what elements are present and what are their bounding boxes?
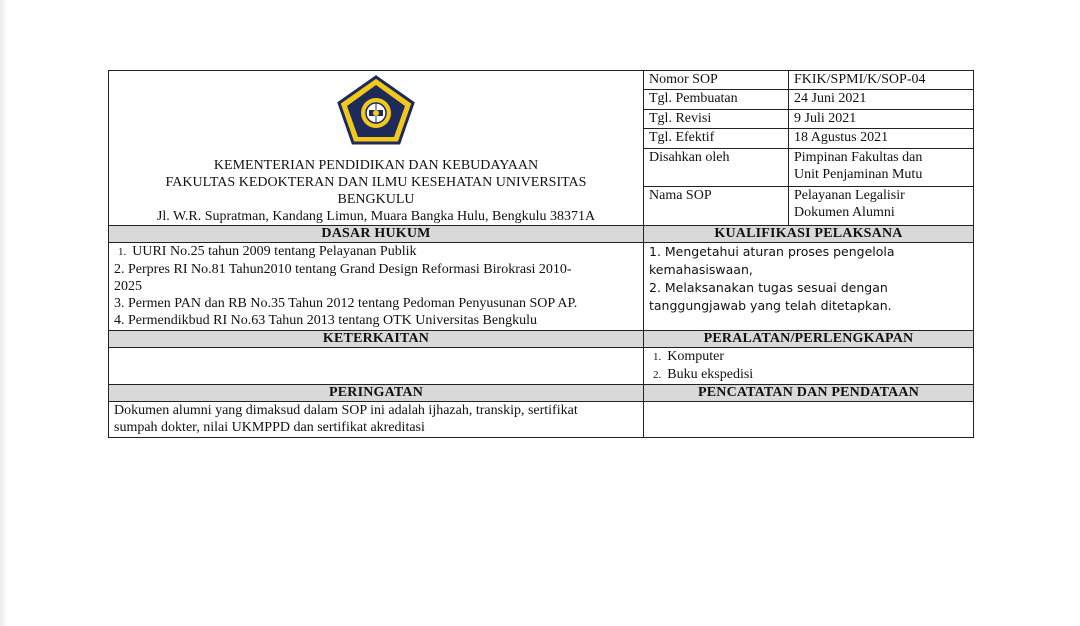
dasar-hukum-item-1: 1. UURI No.25 tahun 2009 tentang Pelayanan Publik [118, 244, 417, 259]
institution-line-city: BENGKULU [337, 192, 415, 207]
peringatan-line-1: Dokumen alumni yang dimaksud dalam SOP ini adalah ijhazah, transkip, sertifikat [114, 403, 578, 418]
meta-value-nama-sop-line-1: Pelayanan Legalisir [794, 188, 905, 204]
section-title-peringatan: PERINGATAN [109, 385, 644, 402]
kualifikasi-line-3: 2. Melaksanakan tugas sesuai dengan [649, 280, 888, 295]
institution-header [109, 71, 644, 226]
kualifikasi-line-2: kemahasiswaan, [649, 262, 753, 277]
dasar-hukum-item-3: 3. Permen PAN dan RB No.35 Tahun 2012 tentang Pedoman Penyusunan SOP AP. [114, 296, 578, 311]
logo-container [114, 71, 638, 145]
kualifikasi-line-1: 1. Mengetahui aturan proses pengelola [649, 244, 895, 259]
institution-line-ministry: KEMENTERIAN PENDIDIKAN DAN KEBUDAYAAN [213, 158, 539, 173]
meta-label-disahkan: Disahkan oleh [644, 148, 789, 187]
section-title-peralatan: PERALATAN/PERLENGKAPAN [644, 331, 974, 348]
institution-address: Jl. W.R. Supratman, Kandang Limun, Muara Bangka Hulu, Bengkulu 38371A [156, 209, 596, 224]
section-title-keterkaitan: KETERKAITAN [109, 331, 644, 348]
meta-label-revisi: Tgl. Revisi [644, 109, 789, 128]
dasar-hukum-item-4: 4. Permendikbud RI No.63 Tahun 2013 tentang OTK Universitas Bengkulu [114, 313, 537, 328]
peralatan-item-1: 1. Komputer [653, 349, 725, 364]
meta-value-pembuatan: 24 Juni 2021 [789, 90, 974, 109]
keterkaitan-content [109, 348, 644, 385]
meta-label-nomor: Nomor SOP [644, 71, 789, 90]
university-emblem-icon [337, 75, 415, 145]
peralatan-item-2: 2. Buku ekspedisi [653, 367, 754, 382]
meta-label-efektif: Tgl. Efektif [644, 129, 789, 148]
page-edge-shadow [0, 0, 8, 626]
dasar-hukum-item-2-cont: 2025 [114, 279, 142, 294]
meta-value-revisi: 9 Juli 2021 [789, 109, 974, 128]
section-title-dasar-hukum: DASAR HUKUM [109, 226, 644, 243]
meta-value-efektif: 18 Agustus 2021 [789, 129, 974, 148]
meta-value-disahkan-line-2: Unit Penjaminan Mutu [794, 166, 923, 182]
peringatan-line-2: sumpah dokter, nilai UKMPPD dan sertifikat akreditasi [114, 420, 425, 435]
section-title-pencatatan: PENCATATAN DAN PENDATAAN [644, 385, 974, 402]
dasar-hukum-item-2: 2. Perpres RI No.81 Tahun2010 tentang Grand Design Reformasi Birokrasi 2010- [114, 262, 572, 277]
meta-label-pembuatan: Tgl. Pembuatan [644, 90, 789, 109]
meta-value-disahkan-line-1: Pimpinan Fakultas dan [794, 149, 923, 165]
meta-value-nama-sop-line-2: Dokumen Alumni [794, 205, 895, 221]
meta-label-nama-sop: Nama SOP [644, 187, 789, 226]
peralatan-content [644, 348, 974, 385]
institution-line-faculty: FAKULTAS KEDOKTERAN DAN ILMU KESEHATAN UNIVERSITAS [165, 175, 587, 190]
meta-value-nomor: FKIK/SPMI/K/SOP-04 [789, 71, 974, 90]
peringatan-content [109, 402, 644, 438]
pencatatan-content [644, 402, 974, 438]
section-title-kualifikasi: KUALIFIKASI PELAKSANA [644, 226, 974, 243]
meta-value-nama-sop [789, 187, 974, 226]
kualifikasi-content [644, 243, 974, 331]
meta-value-disahkan [789, 148, 974, 187]
sop-table [108, 70, 974, 438]
kualifikasi-line-4: tanggungjawab yang telah ditetapkan. [649, 298, 892, 313]
dasar-hukum-content [109, 243, 644, 331]
